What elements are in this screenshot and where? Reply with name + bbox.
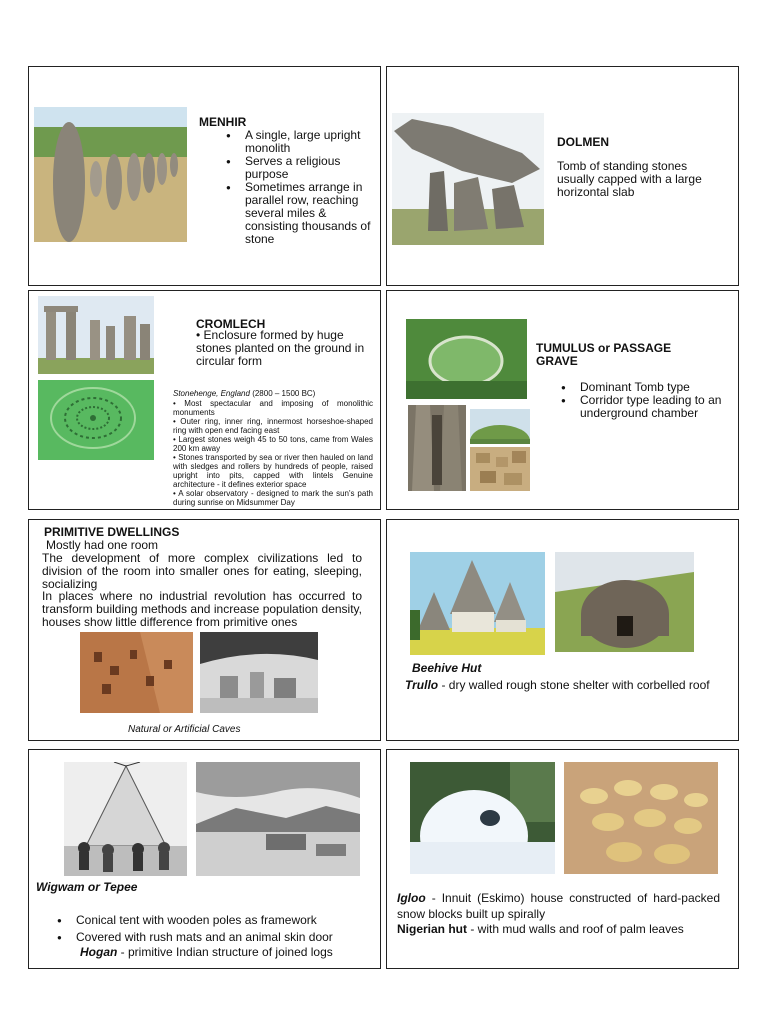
slide-tumulus [386, 290, 739, 510]
tepee-photo [64, 762, 187, 876]
note-item: • Most spectacular and imposing of monolithic monuments [173, 399, 373, 417]
dolmen-photo [392, 113, 544, 245]
note-item: • Stones transported by sea or river then hauled on land with sledges and rollers by hundreds of people, raised upright into pits, capped with lintels Genuine architecture - it defines exterior space [173, 453, 373, 489]
igloo-desc: - Innuit (Eskimo) house constructed of hard-packed snow blocks built up spirally [397, 891, 720, 921]
nigerian-desc: - with mud walls and roof of palm leaves [467, 922, 684, 936]
slide-wigwam [28, 749, 381, 969]
passage-corridor-photo [408, 405, 466, 491]
hogan-photo [196, 762, 360, 876]
list-item: ● Sometimes arrange in parallel row, reaching several miles & consisting thousands of stone [223, 181, 373, 246]
note-item: • Largest stones weigh 45 to 50 tons, came from Wales 200 km away [173, 435, 373, 453]
menhir-photo [34, 107, 187, 242]
cromlech-title: CROMLECH [196, 317, 266, 331]
stonehenge-photo [38, 296, 154, 374]
slide-cromlech [28, 290, 381, 510]
slide-menhir [28, 66, 381, 286]
list-item: ● Serves a religious purpose [223, 155, 373, 181]
nigerian-term: Nigerian hut [397, 922, 468, 936]
dwellings-para1: The development of more complex civilizations led to division of the room into smaller ones for eating, sleeping, socializing [42, 551, 362, 591]
caption-place: Stonehenge, England [173, 389, 250, 398]
caption-date: (2800 – 1500 BC) [249, 389, 316, 398]
tumulus-aerial-photo [406, 319, 527, 399]
tumulus-bullets [558, 381, 728, 420]
mound-photo [470, 409, 530, 444]
menhir-title: MENHIR [199, 115, 247, 129]
list-item: ● Covered with rush mats and an animal skin door [54, 929, 379, 946]
trullo-text [405, 677, 730, 693]
igloo-photo [410, 762, 555, 874]
list-item: ● Conical tent with wooden poles as framework [54, 912, 379, 929]
dwellings-title: PRIMITIVE DWELLINGS [44, 525, 180, 539]
slide-dwellings [28, 519, 381, 741]
cave-photo-1 [80, 632, 193, 713]
dolmen-title: DOLMEN [557, 135, 609, 149]
nigerian-hut-photo [564, 762, 718, 874]
trullo-term: Trullo [405, 678, 439, 692]
list-item: ● Corridor type leading to an underground chamber [558, 394, 728, 420]
wigwam-bullets [54, 912, 379, 946]
beehive-hut-photo [555, 552, 694, 652]
cave-photo-2 [200, 632, 318, 713]
cromlech-text: • Enclosure formed by huge stones planted on the ground in circular form [196, 328, 365, 368]
list-item: ● A single, large upright monolith [223, 129, 373, 155]
wigwam-title: Wigwam or Tepee [36, 880, 138, 894]
beehive-label: Beehive Hut [412, 661, 482, 675]
tumulus-title: TUMULUS or PASSAGE GRAVE [536, 341, 672, 368]
cromlech-notes [173, 399, 373, 507]
slide-igloo [386, 749, 739, 969]
caves-caption: Natural or Artificial Caves [128, 724, 241, 735]
trullo-desc: - dry walled rough stone shelter with corbelled roof [438, 678, 710, 692]
igloo-text [397, 890, 720, 922]
dolmen-text: Tomb of standing stones usually capped with a large horizontal slab [557, 159, 702, 199]
igloo-term: Igloo [397, 891, 426, 905]
note-item: • Outer ring, inner ring, innermost horseshoe-shaped ring with open end facing east [173, 417, 373, 435]
menhir-bullets [223, 129, 373, 246]
hogan-text [80, 946, 380, 959]
slide-dolmen [386, 66, 739, 286]
cromlech-caption [173, 389, 373, 398]
dwellings-line1: Mostly had one room [46, 538, 159, 552]
hogan-term: Hogan [80, 945, 118, 959]
list-item: ● Dominant Tomb type [558, 381, 728, 394]
note-item: • A solar observatory - designed to mark the sun's path during sunrise on Midsummer Day [173, 489, 373, 507]
excavation-photo [470, 447, 530, 491]
slide-trullo [386, 519, 739, 741]
dwellings-para2: In places where no industrial revolution has occurred to transform building methods and increase population density, houses show little difference from primitive ones [42, 589, 362, 629]
stonehenge-aerial-photo [38, 380, 154, 460]
nigerian-text [397, 923, 727, 936]
trullo-photo [410, 552, 545, 655]
hogan-desc: - primitive Indian structure of joined logs [117, 945, 333, 959]
